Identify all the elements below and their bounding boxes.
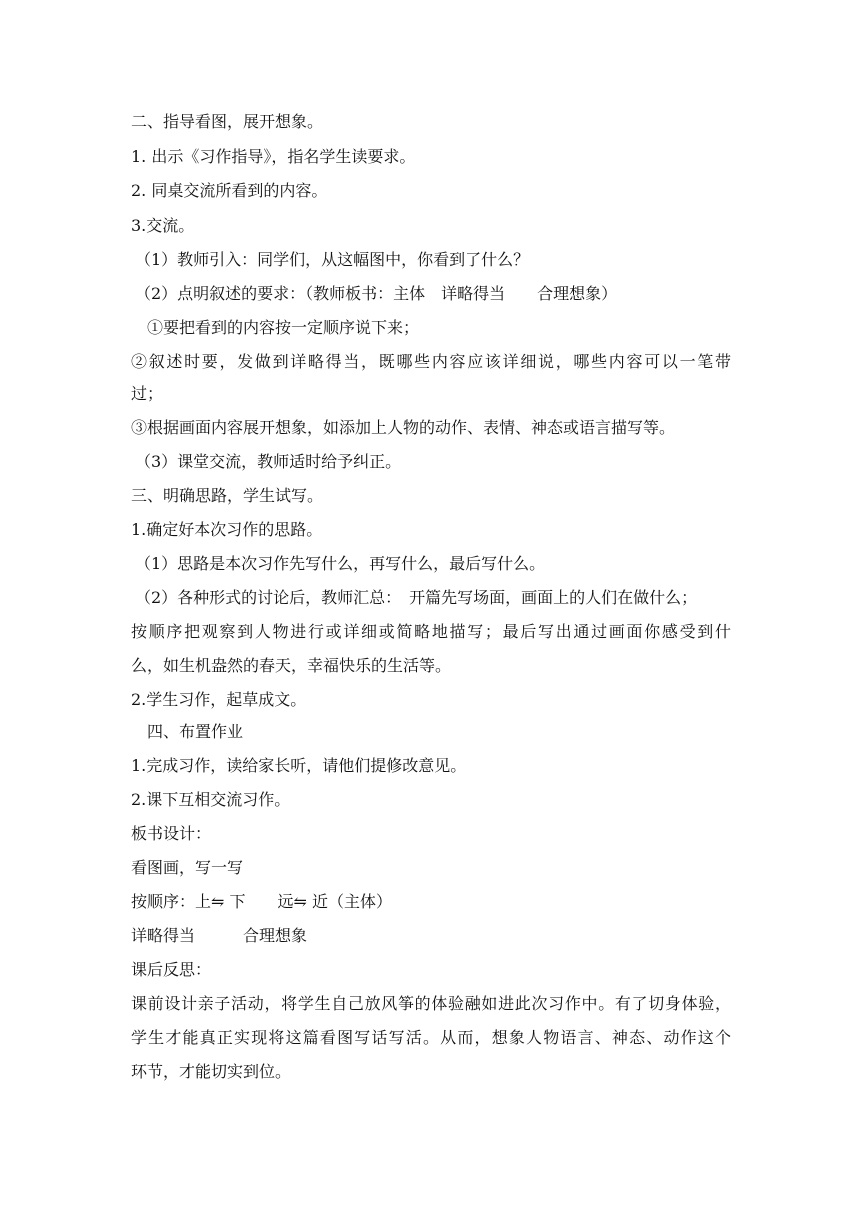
text-line: ①要把看到的内容按一定顺序说下来； — [147, 318, 420, 337]
text-line: 看图画，写一写 — [131, 858, 244, 877]
text-line: 环节，才能切实到位。 — [131, 1062, 292, 1081]
text-line: 按顺序：上⇋ 下 远⇋ 近（主体） — [131, 892, 392, 911]
text-line: 么，如生机盎然的春天，幸福快乐的生活等。 — [131, 656, 452, 675]
text-line: ②叙述时要，发做到详略得当，既哪些内容应该详细说，哪些内容可以一笔带 — [131, 352, 731, 371]
text-line: 2.课下互相交流习作。 — [131, 790, 291, 809]
text-line: 课前设计亲子活动，将学生自己放风筝的体验融如进此次习作中。有了切身体验， — [131, 994, 731, 1013]
text-line: 3.交流。 — [131, 216, 195, 235]
text-line: 2. 同桌交流所看到的内容。 — [131, 181, 328, 200]
text-line: 过； — [131, 384, 164, 403]
text-line: 2.学生习作，起草成文。 — [131, 690, 307, 709]
section-heading-2: 二、指导看图，展开想象。 — [131, 112, 324, 131]
text-line: （2）点明叙述的要求：（教师板书：主体 详略得当 合理想象） — [135, 284, 618, 303]
text-line: 1.完成习作，读给家长听，请他们提修改意见。 — [131, 756, 467, 775]
text-line: （1）思路是本次习作先写什么，再写什么，最后写什么。 — [135, 554, 546, 573]
text-line: （3）课堂交流，教师适时给予纠正。 — [135, 452, 402, 471]
board-design-heading: 板书设计： — [131, 824, 212, 843]
text-line: （2）各种形式的讨论后，教师汇总： 开篇先写场面，画面上的人们在做什么； — [135, 588, 698, 607]
reflection-heading: 课后反思： — [131, 960, 212, 979]
section-heading-4: 四、布置作业 — [147, 722, 244, 741]
section-heading-3: 三、明确思路，学生试写。 — [131, 486, 324, 505]
text-line: 按顺序把观察到人物进行或详细或简略地描写；最后写出通过画面你感受到什 — [131, 622, 731, 641]
text-line: 1.确定好本次习作的思路。 — [131, 520, 323, 539]
text-line: （1）教师引入：同学们，从这幅图中，你看到了什么？ — [135, 250, 530, 269]
text-line: 详略得当 合理想象 — [131, 926, 308, 945]
text-line: 学生才能真正实现将这篇看图写话写活。从而，想象人物语言、神态、动作这个 — [131, 1028, 731, 1047]
text-line: ③根据画面内容展开想象，如添加上人物的动作、表情、神态或语言描写等。 — [131, 418, 676, 437]
text-line: 1. 出示《习作指导》，指名学生读要求。 — [131, 147, 416, 166]
